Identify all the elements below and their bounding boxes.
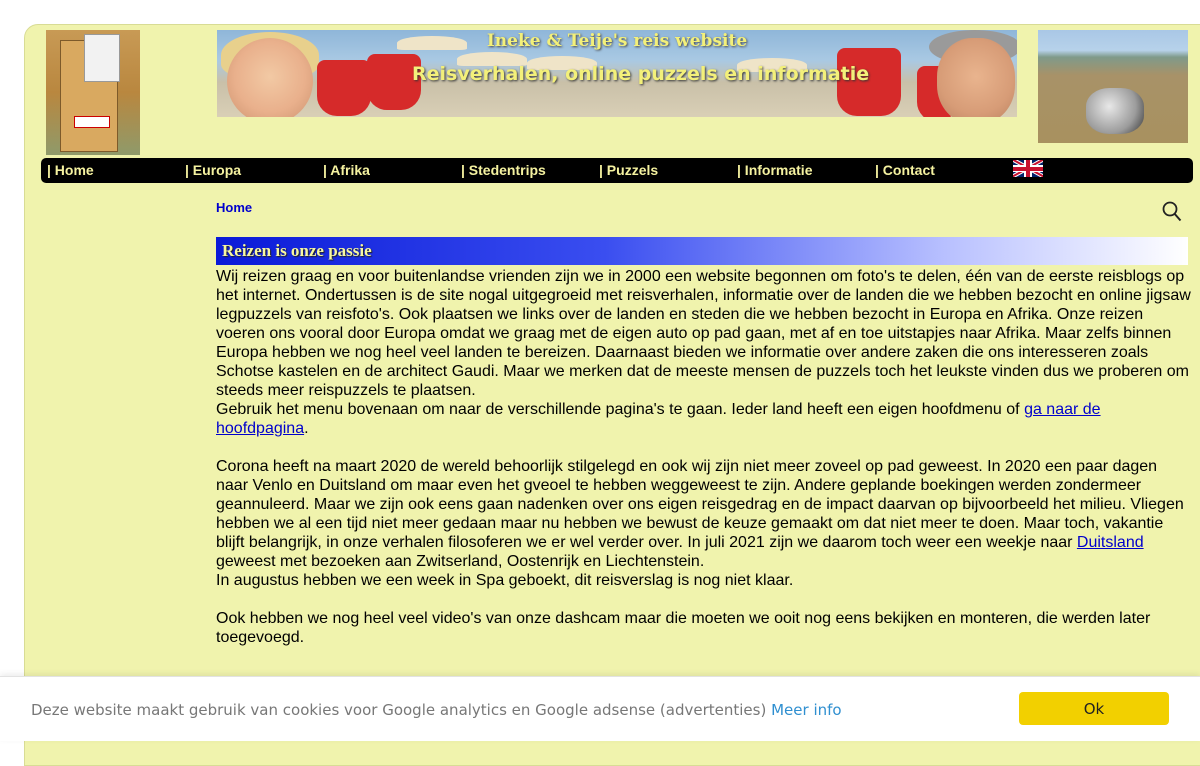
header-photo-right <box>1038 30 1188 143</box>
breadcrumb-home[interactable]: Home <box>216 200 253 215</box>
cookie-more-info-link[interactable]: Meer info <box>771 701 842 719</box>
search-icon[interactable] <box>1162 201 1182 223</box>
nav-puzzels[interactable]: | Puzzels <box>599 162 659 178</box>
banner-title: Ineke & Teije's reis website <box>486 31 748 51</box>
cookie-banner <box>0 676 1200 741</box>
intro-paragraph: Wij reizen graag en voor buitenlandse vrienden zijn we in 2000 een website begonnen om foto's te delen, één van de eerste reisblogs op het internet. Ondertussen is de site nogal uitgegroeid met reisverhalen, informatie over de landen die we hebben bezocht en online jigsaw legpuzzels van reisfoto's. Ook plaatsen we links over de landen en steden die we hebben bezocht in Europa en Afrika. Onze reizen voeren ons vooral door Europa omdat we graag met de eigen auto op pad gaan, met af en toe uitstapjes naar Afrika. Maar zelfs binnen Europa hebben we nog heel veel landen te bereizen. Daarnaast bieden we informatie over andere zaken die ons interesseren zoals Schotse kastelen en de architect Gaudi. Maar we merken dat de meeste mensen de puzzels toch het leukste vinden dus we proberen om steeds meer reispuzzels te plaatsen. <box>216 268 1191 399</box>
dashcam-paragraph: Ook hebben we nog heel veel video's van onze dashcam maar die moeten we ooit nog eens bekijken en monteren, die werden later toegevoegd. <box>216 610 1151 646</box>
nav-home[interactable]: | Home <box>47 162 94 178</box>
cookie-ok-button[interactable]: Ok <box>1019 692 1169 725</box>
cookie-message: Deze website maakt gebruik van cookies voor Google analytics en Google adsense (advertenties) Meer info <box>31 701 842 719</box>
menu-paragraph: Gebruik het menu bovenaan om naar de verschillende pagina's te gaan. Ieder land heeft een eigen hoofdmenu of ga naar de hoofdpagina. <box>216 401 1101 437</box>
nav-afrika[interactable]: | Afrika <box>323 162 370 178</box>
nav-informatie[interactable]: | Informatie <box>737 162 813 178</box>
nav-stedentrips[interactable]: | Stedentrips <box>461 162 546 178</box>
banner-subtitle: Reisverhalen, online puzzels en informatie <box>412 63 870 85</box>
header-banner <box>217 30 1017 117</box>
uk-flag-icon[interactable] <box>1013 160 1043 177</box>
trash-bags-image <box>1086 88 1144 134</box>
corona-paragraph: Corona heeft na maart 2020 de wereld behoorlijk stilgelegd en ook wij zijn niet meer zoveel op pad geweest. In 2020 een paar dagen naar Venlo en Duitsland om maar even het gveoel te hebben weggeweest te zijn. Andere geplande boekingen werden zondermeer geannuleerd. Maar we zijn ook eens gaan nadenken over ons eigen reisgedrag en de impact daarvan op bijvoorbeeld het milieu. Vliegen hebben we al een tijd niet meer gedaan maar nu hebben we bewust de keuze gemaakt om dat niet meer te doen. Maar toch, vakantie blijft belangrijk, in onze verhalen filosoferen we er wel verder over. In juli 2021 zijn we daarom toch weer een weekje naar Duitsland geweest met bezoeken aan Zwitserland, Oostenrijk en Liechtenstein. <box>216 458 1184 570</box>
main-nav <box>41 158 1193 183</box>
spa-paragraph: In augustus hebben we een week in Spa geboekt, dit reisverslag is nog niet klaar. <box>216 572 794 589</box>
sign-note-image <box>84 34 120 82</box>
main-page-link[interactable]: ga naar de hoofdpagina <box>216 401 1101 437</box>
nav-europa[interactable]: | Europa <box>185 162 242 178</box>
header-photo-left <box>46 30 140 155</box>
duitsland-link[interactable]: Duitsland <box>1076 534 1144 551</box>
nav-contact[interactable]: | Contact <box>875 162 935 178</box>
section-title-bar <box>216 237 1188 265</box>
main-content <box>216 267 1191 647</box>
sign-arrow-image <box>74 116 110 128</box>
section-title: Reizen is onze passie <box>222 241 372 260</box>
